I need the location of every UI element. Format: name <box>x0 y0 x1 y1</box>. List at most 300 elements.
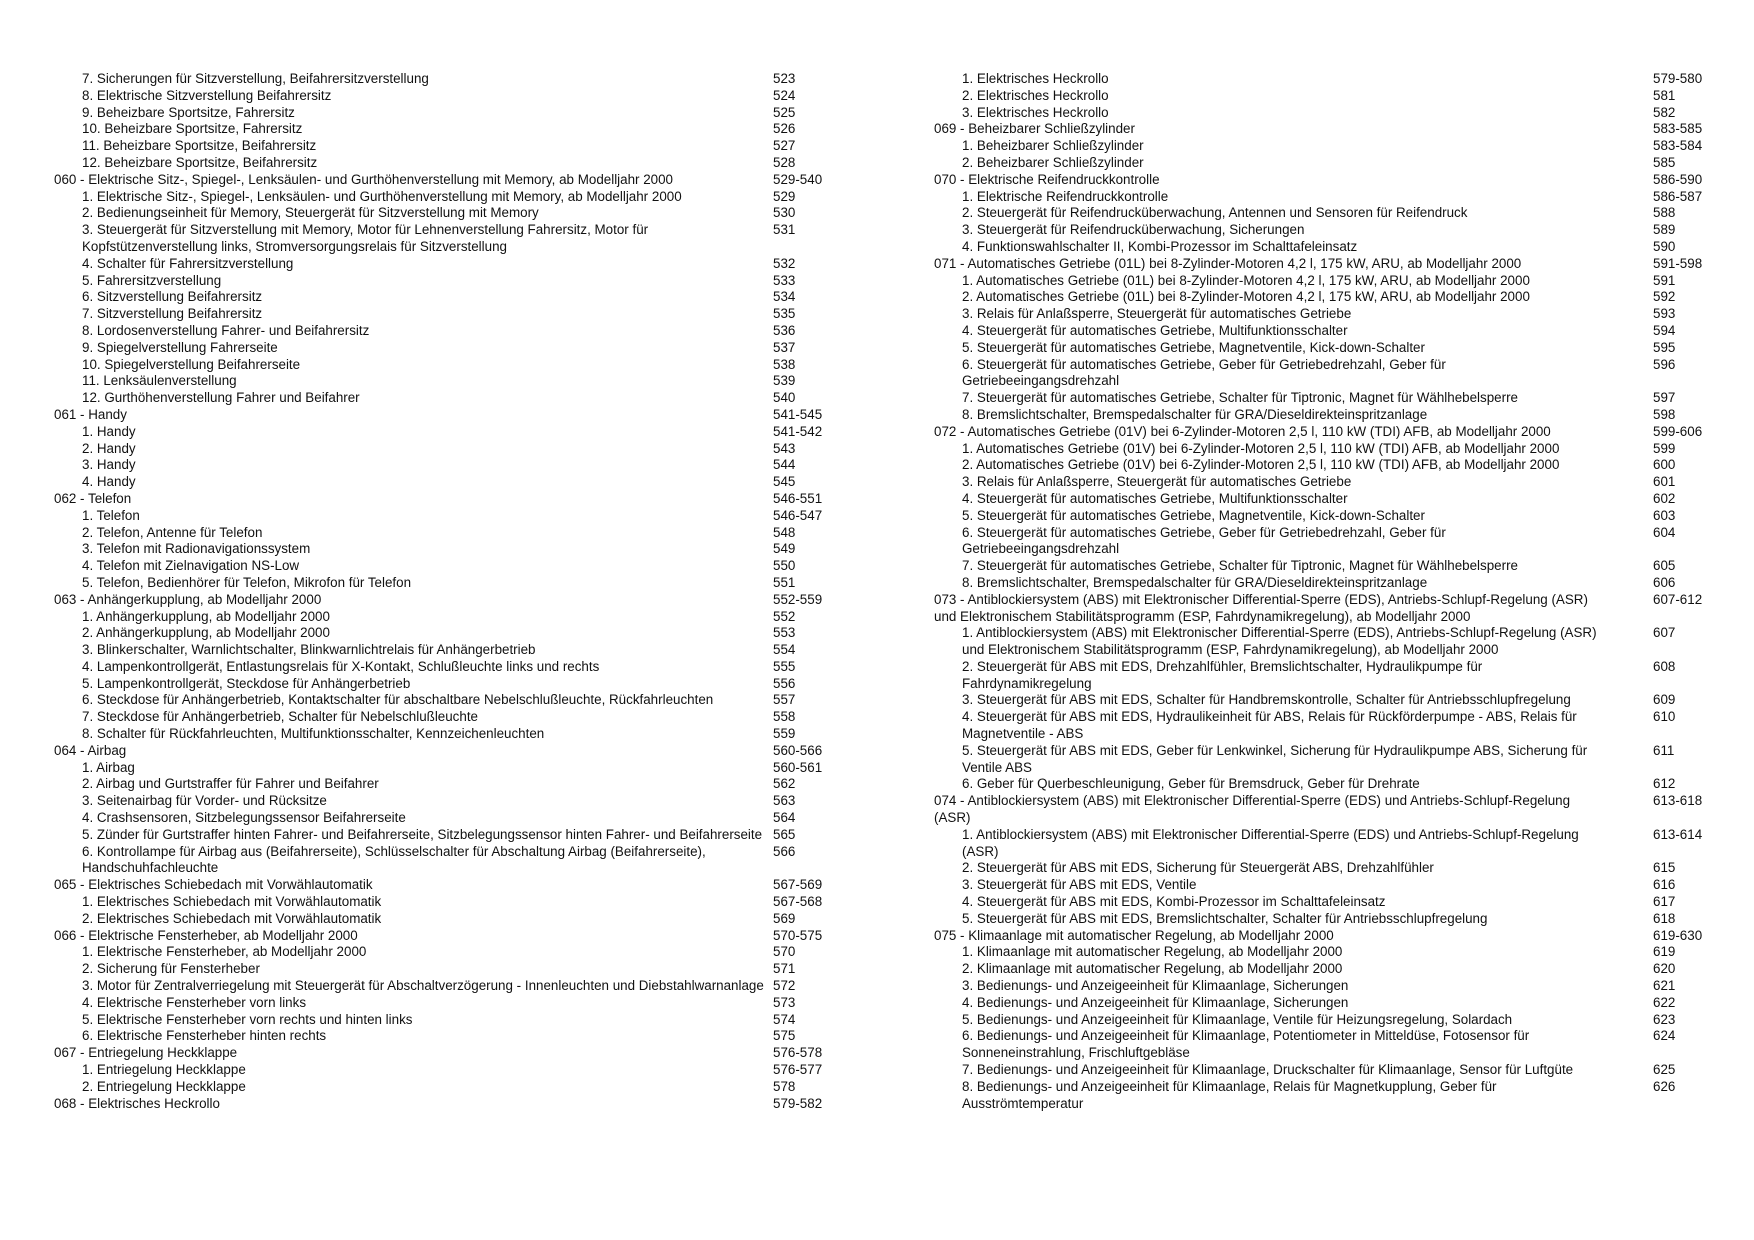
toc-entry[interactable] <box>54 222 880 256</box>
toc-page-number: 600 <box>1653 457 1676 473</box>
toc-entry-title: 2. Steuergerät für Reifendrucküberwachung, Antennen und Sensoren für Reifendruck <box>962 205 1468 221</box>
toc-page-number: 546-547 <box>773 507 823 523</box>
toc-entry-title: 10. Beheizbare Sportsitze, Fahrersitz <box>82 121 303 137</box>
toc-entry-title: 1. Antiblockiersystem (ABS) mit Elektronischer Differential-Sperre (EDS), Antriebs-Schlupf-Regelung (ASR) und Elektronischem Stabilitätsprogramm (ESP, Fahrdynamikregelung), ab Modelljahr 2000 <box>962 625 1597 658</box>
toc-page-number: 576-578 <box>773 1045 823 1061</box>
toc-entry[interactable] <box>54 155 880 172</box>
toc-page-number: 552 <box>773 608 796 624</box>
toc-entry[interactable] <box>54 793 880 810</box>
toc-page-number: 579-582 <box>773 1095 823 1111</box>
toc-page-number: 616 <box>1653 877 1676 893</box>
toc-entry-title: 4. Crashsensoren, Sitzbelegungssensor Beifahrerseite <box>82 810 406 826</box>
toc-entry[interactable] <box>934 390 1714 407</box>
toc-entry-title: 061 - Handy <box>54 406 127 422</box>
toc-entry-title: 4. Handy <box>82 474 136 490</box>
toc-entry-title: 3. Handy <box>82 457 136 473</box>
toc-page-number: 571 <box>773 961 796 977</box>
toc-entry[interactable] <box>54 541 880 558</box>
toc-page-number: 527 <box>773 138 796 154</box>
toc-page-number: 539 <box>773 373 796 389</box>
toc-entry[interactable] <box>54 659 880 676</box>
toc-page-number: 596 <box>1653 356 1676 372</box>
toc-entry[interactable] <box>54 71 880 88</box>
toc-entry[interactable] <box>54 709 880 726</box>
toc-entry-title: 8. Bremslichtschalter, Bremspedalschalter für GRA/Dieseldirekteinspritzanlage <box>962 574 1428 590</box>
toc-entry[interactable] <box>934 575 1714 592</box>
toc-entry[interactable] <box>54 323 880 340</box>
toc-entry-title: 4. Lampenkontrollgerät, Entlastungsrelais für X-Kontakt, Schlußleuchte links und rechts <box>82 658 600 674</box>
toc-entry[interactable] <box>934 1028 1714 1062</box>
toc-page-number: 621 <box>1653 978 1676 994</box>
toc-page-number: 599-606 <box>1653 423 1703 439</box>
toc-section-heading[interactable] <box>934 121 1714 138</box>
toc-entry[interactable] <box>54 340 880 357</box>
toc-entry-title: 1. Elektrisches Schiebedach mit Vorwählautomatik <box>82 894 382 910</box>
toc-entry-title: 11. Beheizbare Sportsitze, Beifahrersitz <box>82 138 317 154</box>
toc-page-number: 583-585 <box>1653 121 1703 137</box>
toc-entry[interactable] <box>54 827 880 844</box>
toc-entry-title: 3. Steuergerät für ABS mit EDS, Ventile <box>962 877 1197 893</box>
toc-page-number: 552-559 <box>773 591 823 607</box>
toc-entry[interactable] <box>934 138 1714 155</box>
toc-entry[interactable] <box>54 961 880 978</box>
toc-entry[interactable] <box>54 306 880 323</box>
toc-entry[interactable] <box>54 508 880 525</box>
toc-entry[interactable] <box>54 441 880 458</box>
toc-page-number: 624 <box>1653 1028 1676 1044</box>
toc-page-number: 565 <box>773 826 796 842</box>
toc-entry[interactable] <box>54 474 880 491</box>
toc-entry-title: 4. Steuergerät für automatisches Getriebe, Multifunktionsschalter <box>962 322 1348 338</box>
toc-entry-title: 7. Bedienungs- und Anzeigeeinheit für Klimaanlage, Druckschalter für Klimaanlage, Sensor für Luftgüte <box>962 1062 1574 1078</box>
toc-entry[interactable] <box>934 222 1714 239</box>
toc-section-heading[interactable] <box>54 172 880 189</box>
toc-page-number: 591-598 <box>1653 255 1703 271</box>
toc-entry-title: 8. Elektrische Sitzverstellung Beifahrersitz <box>82 87 332 103</box>
toc-page-number: 525 <box>773 104 796 120</box>
toc-page-number: 598 <box>1653 406 1676 422</box>
toc-entry[interactable] <box>934 692 1714 709</box>
toc-entry[interactable] <box>934 441 1714 458</box>
toc-page-number: 593 <box>1653 306 1676 322</box>
toc-page-number: 557 <box>773 692 796 708</box>
toc-entry[interactable] <box>54 894 880 911</box>
toc-page-number: 536 <box>773 322 796 338</box>
toc-page-number: 545 <box>773 474 796 490</box>
toc-entry-title: 066 - Elektrische Fensterheber, ab Modelljahr 2000 <box>54 927 358 943</box>
toc-entry[interactable] <box>934 474 1714 491</box>
toc-entry-title: 5. Steuergerät für automatisches Getriebe, Magnetventile, Kick-down-Schalter <box>962 507 1425 523</box>
toc-page-number: 615 <box>1653 860 1676 876</box>
toc-entry-title: 068 - Elektrisches Heckrollo <box>54 1095 220 1111</box>
toc-entry-title: 5. Telefon, Bedienhörer für Telefon, Mikrofon für Telefon <box>82 574 412 590</box>
toc-entry-title: 2. Bedienungseinheit für Memory, Steuergerät für Sitzverstellung mit Memory <box>82 205 539 221</box>
toc-entry-title: 069 - Beheizbarer Schließzylinder <box>934 121 1135 137</box>
toc-entry[interactable] <box>934 995 1714 1012</box>
toc-section-heading[interactable] <box>54 743 880 760</box>
toc-entry-title: 073 - Antiblockiersystem (ABS) mit Elektronischer Differential-Sperre (EDS), Antriebs-Schlupf-Regelung (ASR) und Elektronischem Stabilitätsprogramm (ESP, Fahrdynamikregelung), ab Modelljahr 2000 <box>934 591 1588 624</box>
toc-entry[interactable] <box>54 390 880 407</box>
toc-entry[interactable] <box>54 625 880 642</box>
toc-section-heading[interactable] <box>54 592 880 609</box>
toc-entry-title: 3. Blinkerschalter, Warnlichtschalter, Blinkwarnlichtrelais für Anhängerbetrieb <box>82 642 536 658</box>
toc-entry[interactable] <box>934 71 1714 88</box>
toc-page-number: 619-630 <box>1653 927 1703 943</box>
toc-entry[interactable] <box>934 491 1714 508</box>
toc-entry-title: 12. Gurthöhenverstellung Fahrer und Beifahrer <box>82 390 360 406</box>
toc-entry-title: 6. Bedienungs- und Anzeigeeinheit für Klimaanlage, Potentiometer in Mitteldüse, Fotosensor für Sonneneinstrahlung, Frischluftgebläse <box>962 1028 1530 1061</box>
toc-entry-title: 11. Lenksäulenverstellung <box>82 373 237 389</box>
toc-page-number: 610 <box>1653 709 1676 725</box>
toc-page-number: 548 <box>773 524 796 540</box>
toc-entry-title: 074 - Antiblockiersystem (ABS) mit Elektronischer Differential-Sperre (EDS) und Antriebs-Schlupf-Regelung (ASR) <box>934 793 1571 826</box>
toc-entry-title: 064 - Airbag <box>54 742 127 758</box>
toc-entry-title: 6. Steuergerät für automatisches Getriebe, Geber für Getriebedrehzahl, Geber für Getriebeeingangsdrehzahl <box>962 524 1446 557</box>
toc-entry-title: 3. Relais für Anlaßsperre, Steuergerät für automatisches Getriebe <box>962 306 1352 322</box>
toc-entry[interactable] <box>54 289 880 306</box>
toc-entry-title: 5. Fahrersitzverstellung <box>82 272 222 288</box>
toc-entry-title: 1. Klimaanlage mit automatischer Regelung, ab Modelljahr 2000 <box>962 944 1343 960</box>
toc-page-number: 618 <box>1653 910 1676 926</box>
toc-page-number: 540 <box>773 390 796 406</box>
toc-page-number: 534 <box>773 289 796 305</box>
toc-entry-title: 2. Telefon, Antenne für Telefon <box>82 524 263 540</box>
toc-page-number: 626 <box>1653 1078 1676 1094</box>
toc-section-heading[interactable] <box>54 877 880 894</box>
toc-entry[interactable] <box>934 239 1714 256</box>
toc-page-number: 553 <box>773 625 796 641</box>
toc-page-number: 620 <box>1653 961 1676 977</box>
toc-page-number: 586-587 <box>1653 188 1703 204</box>
toc-page-number: 556 <box>773 675 796 691</box>
toc-page-number: 529-540 <box>773 171 823 187</box>
toc-entry[interactable] <box>54 1028 880 1045</box>
toc-entry-title: 8. Lordosenverstellung Fahrer- und Beifahrersitz <box>82 322 370 338</box>
toc-entry[interactable] <box>934 911 1714 928</box>
toc-entry-title: 6. Elektrische Fensterheber hinten rechts <box>82 1028 327 1044</box>
toc-entry[interactable] <box>54 692 880 709</box>
toc-entry-title: 1. Elektrische Sitz-, Spiegel-, Lenksäulen- und Gurthöhenverstellung mit Memory, ab Modelljahr 2000 <box>82 188 682 204</box>
toc-entry-title: 3. Seitenairbag für Vorder- und Rücksitze <box>82 793 327 809</box>
toc-entry-title: 2. Elektrisches Schiebedach mit Vorwählautomatik <box>82 910 382 926</box>
toc-entry[interactable] <box>934 1012 1714 1029</box>
toc-entry-title: 12. Beheizbare Sportsitze, Beifahrersitz <box>82 154 318 170</box>
toc-entry[interactable] <box>934 155 1714 172</box>
toc-entry[interactable] <box>54 726 880 743</box>
toc-page-number: 612 <box>1653 776 1676 792</box>
toc-entry[interactable] <box>54 105 880 122</box>
toc-entry[interactable] <box>54 189 880 206</box>
toc-page-number: 529 <box>773 188 796 204</box>
toc-entry[interactable] <box>54 642 880 659</box>
toc-page-number: 576-577 <box>773 1062 823 1078</box>
toc-page-number: 532 <box>773 255 796 271</box>
toc-entry[interactable] <box>934 743 1714 777</box>
toc-page-number: 617 <box>1653 894 1676 910</box>
toc-entry-title: 4. Schalter für Fahrersitzverstellung <box>82 255 294 271</box>
toc-page-number: 589 <box>1653 222 1676 238</box>
toc-section-heading[interactable] <box>934 592 1714 626</box>
toc-page-number: 590 <box>1653 238 1676 254</box>
toc-entry[interactable] <box>934 289 1714 306</box>
toc-entry-title: 3. Steuergerät für Sitzverstellung mit Memory, Motor für Lehnenverstellung Fahrersitz, Motor für Kopfstützenverstellung links, Stromversorgungsrelais für Sitzverstellung <box>82 222 649 254</box>
toc-page-number: 567-569 <box>773 877 823 893</box>
toc-entry[interactable] <box>54 558 880 575</box>
toc-entry[interactable] <box>54 424 880 441</box>
toc-page-number: 604 <box>1653 524 1676 540</box>
toc-entry-title: 5. Steuergerät für automatisches Getriebe, Magnetventile, Kick-down-Schalter <box>962 339 1425 355</box>
toc-entry[interactable] <box>934 508 1714 525</box>
toc-entry[interactable] <box>934 860 1714 877</box>
toc-entry[interactable] <box>934 1079 1714 1113</box>
toc-entry-title: 4. Steuergerät für ABS mit EDS, Hydraulikeinheit für ABS, Relais für Rückförderpumpe - ABS, Relais für Magnetventile - ABS <box>962 709 1577 742</box>
toc-entry-title: 2. Automatisches Getriebe (01V) bei 6-Zylinder-Motoren 2,5 l, 110 kW (TDI) AFB, ab Modelljahr 2000 <box>962 457 1560 473</box>
toc-entry[interactable] <box>54 676 880 693</box>
toc-column-right <box>934 71 1714 1112</box>
toc-page-number: 613-618 <box>1653 793 1703 809</box>
toc-entry-title: 063 - Anhängerkupplung, ab Modelljahr 2000 <box>54 591 322 607</box>
toc-entry-title: 070 - Elektrische Reifendruckkontrolle <box>934 171 1160 187</box>
toc-entry-title: 1. Elektrische Reifendruckkontrolle <box>962 188 1169 204</box>
toc-page-number: 579-580 <box>1653 71 1703 86</box>
toc-entry[interactable] <box>54 1062 880 1079</box>
toc-entry[interactable] <box>934 776 1714 793</box>
toc-entry-title: 4. Telefon mit Zielnavigation NS-Low <box>82 558 300 574</box>
toc-entry[interactable] <box>934 1062 1714 1079</box>
toc-entry-title: 1. Anhängerkupplung, ab Modelljahr 2000 <box>82 608 330 624</box>
toc-page-number: 611 <box>1653 742 1675 758</box>
toc-entry-title: 1. Elektrisches Heckrollo <box>962 71 1109 86</box>
toc-entry[interactable] <box>934 827 1714 861</box>
toc-entry-title: 6. Geber für Querbeschleunigung, Geber für Bremsdruck, Geber für Drehrate <box>962 776 1420 792</box>
toc-entry-title: 2. Klimaanlage mit automatischer Regelung, ab Modelljahr 2000 <box>962 961 1343 977</box>
toc-entry[interactable] <box>54 760 880 777</box>
toc-entry[interactable] <box>934 457 1714 474</box>
toc-entry-title: 072 - Automatisches Getriebe (01V) bei 6-Zylinder-Motoren 2,5 l, 110 kW (TDI) AFB, ab Modelljahr 2000 <box>934 423 1551 439</box>
toc-page-number: 623 <box>1653 1011 1676 1027</box>
toc-page-number: 583-584 <box>1653 138 1703 154</box>
toc-entry[interactable] <box>54 844 880 878</box>
toc-entry-title: 1. Entriegelung Heckklappe <box>82 1062 246 1078</box>
toc-entry[interactable] <box>54 995 880 1012</box>
toc-entry[interactable] <box>54 273 880 290</box>
toc-page-number: 560-566 <box>773 742 823 758</box>
toc-entry-title: 6. Steckdose für Anhängerbetrieb, Kontaktschalter für abschaltbare Nebelschlußleuchte, Rückfahrleuchten <box>82 692 714 708</box>
toc-entry[interactable] <box>934 273 1714 290</box>
toc-page-number: 535 <box>773 306 796 322</box>
toc-page-number: 572 <box>773 978 796 994</box>
toc-entry[interactable] <box>934 105 1714 122</box>
toc-entry-title: 1. Elektrische Fensterheber, ab Modelljahr 2000 <box>82 944 367 960</box>
toc-entry-title: 10. Spiegelverstellung Beifahrerseite <box>82 356 301 372</box>
toc-entry-title: 4. Bedienungs- und Anzeigeeinheit für Klimaanlage, Sicherungen <box>962 994 1349 1010</box>
toc-page-number: 530 <box>773 205 796 221</box>
toc-entry[interactable] <box>54 575 880 592</box>
toc-page-number: 549 <box>773 541 796 557</box>
toc-entry-title: 4. Steuergerät für automatisches Getriebe, Multifunktionsschalter <box>962 490 1348 506</box>
toc-section-heading[interactable] <box>54 407 880 424</box>
toc-page-number: 599 <box>1653 440 1676 456</box>
toc-page-number: 597 <box>1653 390 1676 406</box>
toc-entry[interactable] <box>934 306 1714 323</box>
toc-page-number: 594 <box>1653 322 1676 338</box>
toc-section-heading[interactable] <box>934 424 1714 441</box>
toc-entry-title: 075 - Klimaanlage mit automatischer Regelung, ab Modelljahr 2000 <box>934 927 1334 943</box>
toc-entry-title: 1. Automatisches Getriebe (01L) bei 8-Zylinder-Motoren 4,2 l, 175 kW, ARU, ab Modelljahr 2000 <box>962 272 1530 288</box>
toc-entry[interactable] <box>54 911 880 928</box>
toc-entry[interactable] <box>54 1079 880 1096</box>
toc-entry-title: 8. Schalter für Rückfahrleuchten, Multifunktionsschalter, Kennzeichenleuchten <box>82 726 545 742</box>
toc-page-number: 554 <box>773 642 796 658</box>
toc-entry-title: 1. Antiblockiersystem (ABS) mit Elektronischer Differential-Sperre (EDS) und Antriebs-Schlupf-Regelung (ASR) <box>962 826 1579 859</box>
toc-entry-title: 060 - Elektrische Sitz-, Spiegel-, Lenksäulen- und Gurthöhenverstellung mit Memory, ab Modelljahr 2000 <box>54 171 674 187</box>
toc-entry[interactable] <box>54 256 880 273</box>
toc-entry[interactable] <box>54 944 880 961</box>
toc-page-number: 622 <box>1653 994 1676 1010</box>
toc-entry[interactable] <box>54 609 880 626</box>
toc-entry-title: 2. Beheizbarer Schließzylinder <box>962 154 1144 170</box>
toc-entry-title: 8. Bedienungs- und Anzeigeeinheit für Klimaanlage, Relais für Magnetkupplung, Geber für Ausströmtemperatur <box>962 1078 1497 1111</box>
toc-page-number: 625 <box>1653 1062 1676 1078</box>
toc-entry-title: 3. Steuergerät für Reifendrucküberwachung, Sicherungen <box>962 222 1305 238</box>
toc-section-heading[interactable] <box>934 256 1714 273</box>
toc-section-heading[interactable] <box>934 172 1714 189</box>
toc-page-number: 569 <box>773 910 796 926</box>
toc-page-number: 563 <box>773 793 796 809</box>
toc-entry-title: 3. Relais für Anlaßsperre, Steuergerät für automatisches Getriebe <box>962 474 1352 490</box>
toc-page-number: 578 <box>773 1078 796 1094</box>
toc-page-number: 531 <box>773 222 796 238</box>
toc-entry-title: 7. Sicherungen für Sitzverstellung, Beifahrersitzverstellung <box>82 71 429 86</box>
toc-page-number: 573 <box>773 994 796 1010</box>
toc-entry[interactable] <box>934 961 1714 978</box>
toc-page-number: 546-551 <box>773 490 823 506</box>
toc-entry-title: 7. Sitzverstellung Beifahrersitz <box>82 306 263 322</box>
toc-entry-title: 2. Steuergerät für ABS mit EDS, Drehzahlfühler, Bremslichtschalter, Hydraulikpumpe für Fahrdynamikregelung <box>962 658 1483 691</box>
toc-entry-title: 4. Elektrische Fensterheber vorn links <box>82 994 307 1010</box>
toc-entry[interactable] <box>54 121 880 138</box>
toc-entry[interactable] <box>934 894 1714 911</box>
toc-entry-title: 3. Telefon mit Radionavigationssystem <box>82 541 311 557</box>
toc-entry[interactable] <box>54 457 880 474</box>
toc-page-number: 601 <box>1653 474 1676 490</box>
toc-entry[interactable] <box>934 407 1714 424</box>
toc-entry[interactable] <box>54 373 880 390</box>
toc-page-number: 603 <box>1653 507 1676 523</box>
toc-entry[interactable] <box>934 558 1714 575</box>
toc-page-number: 544 <box>773 457 796 473</box>
toc-entry-title: 5. Lampenkontrollgerät, Steckdose für Anhängerbetrieb <box>82 675 411 691</box>
toc-entry-title: 2. Entriegelung Heckklappe <box>82 1078 246 1094</box>
toc-entry[interactable] <box>54 357 880 374</box>
toc-entry[interactable] <box>934 625 1714 659</box>
toc-entry-title: 1. Telefon <box>82 507 140 523</box>
toc-page-number: 537 <box>773 339 796 355</box>
toc-entry[interactable] <box>54 776 880 793</box>
toc-entry-title: 7. Steckdose für Anhängerbetrieb, Schalter für Nebelschlußleuchte <box>82 709 478 725</box>
toc-page-number: 619 <box>1653 944 1676 960</box>
toc-entry-title: 5. Zünder für Gurtstraffer hinten Fahrer- und Beifahrerseite, Sitzbelegungssensor hinten Fahrer- und Beifahrerseite <box>82 826 763 842</box>
toc-page-number: 523 <box>773 71 796 86</box>
toc-page-number: 585 <box>1653 154 1676 170</box>
toc-page-number: 588 <box>1653 205 1676 221</box>
toc-entry-title: 2. Steuergerät für ABS mit EDS, Sicherung für Steuergerät ABS, Drehzahlfühler <box>962 860 1434 876</box>
toc-section-heading[interactable] <box>54 1096 880 1113</box>
toc-entry-title: 7. Steuergerät für automatisches Getriebe, Schalter für Tiptronic, Magnet für Wählhebelsperre <box>962 558 1518 574</box>
toc-entry[interactable] <box>934 709 1714 743</box>
toc-entry[interactable] <box>934 340 1714 357</box>
toc-entry[interactable] <box>54 88 880 105</box>
toc-page-number: 570 <box>773 944 796 960</box>
toc-section-heading[interactable] <box>934 928 1714 945</box>
toc-entry[interactable] <box>934 877 1714 894</box>
toc-page-number: 591 <box>1653 272 1676 288</box>
toc-entry-title: 7. Steuergerät für automatisches Getriebe, Schalter für Tiptronic, Magnet für Wählhebelsperre <box>962 390 1518 406</box>
toc-section-heading[interactable] <box>54 1045 880 1062</box>
toc-page-number: 607-612 <box>1653 591 1703 607</box>
toc-page-number: 605 <box>1653 558 1676 574</box>
toc-entry[interactable] <box>934 189 1714 206</box>
toc-page-number: 560-561 <box>773 759 823 775</box>
toc-entry[interactable] <box>934 323 1714 340</box>
toc-page-number: 607 <box>1653 625 1676 641</box>
toc-entry[interactable] <box>54 978 880 995</box>
toc-entry-title: 2. Airbag und Gurtstraffer für Fahrer und Beifahrer <box>82 776 379 792</box>
toc-entry-title: 5. Bedienungs- und Anzeigeeinheit für Klimaanlage, Ventile für Heizungsregelung, Solardach <box>962 1011 1513 1027</box>
toc-page-number: 613-614 <box>1653 826 1703 842</box>
toc-page-number: 550 <box>773 558 796 574</box>
toc-entry-title: 3. Bedienungs- und Anzeigeeinheit für Klimaanlage, Sicherungen <box>962 978 1349 994</box>
toc-page-number: 562 <box>773 776 796 792</box>
toc-page-number: 602 <box>1653 490 1676 506</box>
toc-page-number: 555 <box>773 658 796 674</box>
toc-entry[interactable] <box>934 205 1714 222</box>
toc-entry-title: 5. Elektrische Fensterheber vorn rechts und hinten links <box>82 1011 413 1027</box>
toc-entry[interactable] <box>934 659 1714 693</box>
toc-page-number: 524 <box>773 87 796 103</box>
toc-section-heading[interactable] <box>54 928 880 945</box>
toc-page-number: 567-568 <box>773 894 823 910</box>
toc-entry[interactable] <box>54 810 880 827</box>
toc-entry-title: 4. Funktionswahlschalter II, Kombi-Prozessor im Schalttafeleinsatz <box>962 238 1358 254</box>
toc-entry-title: 065 - Elektrisches Schiebedach mit Vorwählautomatik <box>54 877 373 893</box>
toc-entry[interactable] <box>54 138 880 155</box>
toc-entry-title: 6. Steuergerät für automatisches Getriebe, Geber für Getriebedrehzahl, Geber für Getriebeeingangsdrehzahl <box>962 356 1446 389</box>
toc-entry[interactable] <box>54 525 880 542</box>
toc-page-number: 558 <box>773 709 796 725</box>
toc-page-number: 551 <box>773 574 796 590</box>
toc-section-heading[interactable] <box>54 491 880 508</box>
toc-entry[interactable] <box>54 1012 880 1029</box>
toc-page-number: 606 <box>1653 574 1676 590</box>
toc-entry-title: 2. Elektrisches Heckrollo <box>962 87 1109 103</box>
toc-page-number: 559 <box>773 726 796 742</box>
toc-page-number: 528 <box>773 154 796 170</box>
toc-entry[interactable] <box>934 978 1714 995</box>
toc-entry[interactable] <box>934 944 1714 961</box>
toc-entry[interactable] <box>934 88 1714 105</box>
toc-entry-title: 1. Automatisches Getriebe (01V) bei 6-Zylinder-Motoren 2,5 l, 110 kW (TDI) AFB, ab Modelljahr 2000 <box>962 440 1560 456</box>
toc-entry[interactable] <box>934 357 1714 391</box>
toc-entry[interactable] <box>54 205 880 222</box>
toc-section-heading[interactable] <box>934 793 1714 827</box>
toc-entry-title: 2. Sicherung für Fensterheber <box>82 961 260 977</box>
toc-page-number: 526 <box>773 121 796 137</box>
toc-page-number: 570-575 <box>773 927 823 943</box>
toc-column-left <box>54 71 880 1112</box>
toc-page-number: 582 <box>1653 104 1676 120</box>
toc-entry[interactable] <box>934 525 1714 559</box>
